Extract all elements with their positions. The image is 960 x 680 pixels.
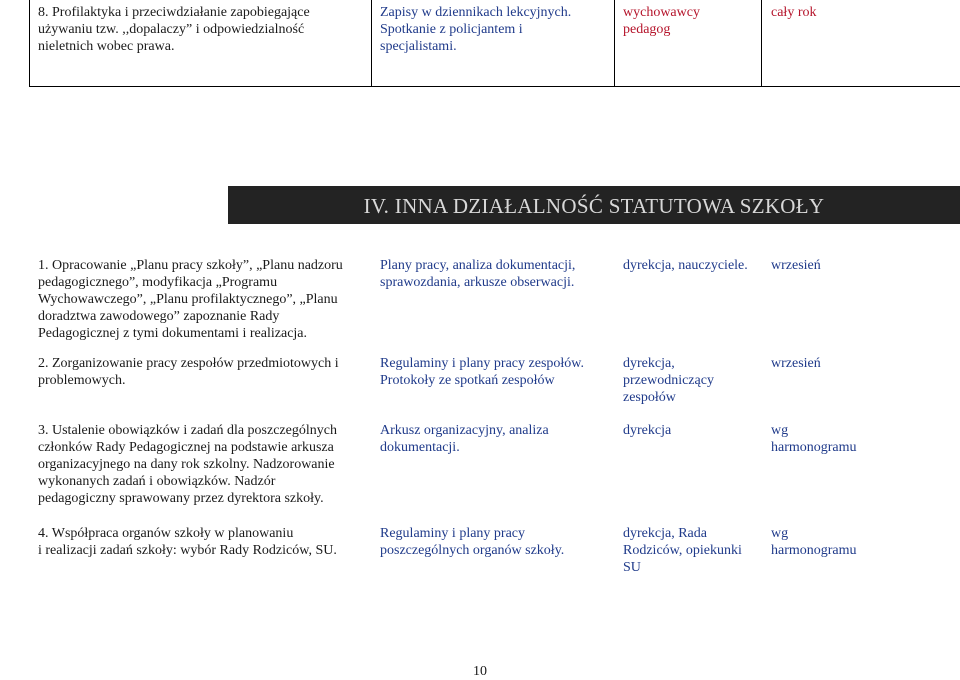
top-who-line: pedagog xyxy=(623,22,671,37)
column-divider xyxy=(761,0,762,86)
form-line: Arkusz organizacyjny, analiza xyxy=(380,423,549,438)
when-line: wg xyxy=(771,423,789,438)
form-cell-1 xyxy=(380,257,575,291)
task-line: 1. Opracowanie „Planu pracy szkoły”, „Planu nadzoru xyxy=(38,258,343,273)
page-number: 10 xyxy=(473,664,487,679)
task-line: 4. Współpraca organów szkoły w planowaniu xyxy=(38,526,294,541)
when-line: harmonogramu xyxy=(771,440,857,455)
task-cell-4 xyxy=(38,525,337,559)
who-line: dyrekcja xyxy=(623,423,672,438)
when-cell-1 xyxy=(771,257,821,274)
form-cell-4 xyxy=(380,525,564,559)
who-cell-4 xyxy=(623,525,742,576)
who-line: dyrekcja, Rada xyxy=(623,526,707,541)
who-line: dyrekcja, xyxy=(623,356,675,371)
task-line: wykonanych zadań i obowiązków. Nadzór xyxy=(38,474,276,489)
top-who-cell xyxy=(623,4,700,38)
task-line: 3. Ustalenie obowiązków i zadań dla poszczególnych xyxy=(38,423,337,438)
form-line: poszczególnych organów szkoły. xyxy=(380,543,565,558)
task-cell-2 xyxy=(38,355,339,389)
form-cell-2 xyxy=(380,355,584,389)
task-cell-1 xyxy=(38,257,343,342)
when-cell-4 xyxy=(771,525,857,559)
form-line: Protokoły ze spotkań zespołów xyxy=(380,373,555,388)
task-line: członków Rady Pedagogicznej na podstawie arkusza xyxy=(38,440,334,455)
who-cell-3 xyxy=(623,422,671,439)
top-task-cell xyxy=(38,4,310,55)
top-task-line: nieletnich wobec prawa. xyxy=(38,39,175,54)
who-line: przewodniczący xyxy=(623,373,714,388)
task-line: 2. Zorganizowanie pracy zespołów przedmiotowych i xyxy=(38,356,339,371)
task-line: pedagogiczny sprawowany przez dyrektora szkoły. xyxy=(38,491,324,506)
task-line: organizacyjnego na dany rok szkolny. Nadzorowanie xyxy=(38,457,335,472)
task-line: Pedagogicznej z tymi dokumentami i realizacja. xyxy=(38,326,308,341)
who-line: zespołów xyxy=(623,390,676,405)
top-form-line: specjalistami. xyxy=(380,39,457,54)
top-task-line: 8. Profilaktyka i przeciwdziałanie zapobiegające xyxy=(38,5,310,20)
when-cell-3 xyxy=(771,422,857,456)
task-line: problemowych. xyxy=(38,373,126,388)
top-task-line: używaniu tzw. ,,dopalaczy” i odpowiedzialność xyxy=(38,22,305,37)
form-line: dokumentacji. xyxy=(380,440,460,455)
top-form-cell xyxy=(380,4,571,55)
top-when-cell xyxy=(771,4,816,21)
who-cell-2 xyxy=(623,355,714,406)
column-divider xyxy=(371,0,372,86)
section-banner xyxy=(228,186,960,224)
task-line: doradztwa zawodowego” zapoznanie Rady xyxy=(38,309,280,324)
who-line: dyrekcja, nauczyciele. xyxy=(623,258,748,273)
form-line: sprawozdania, arkusze obserwacji. xyxy=(380,275,575,290)
task-line: i realizacji zadań szkoły: wybór Rady Rodziców, SU. xyxy=(38,543,337,558)
section-title: IV. INNA DZIAŁALNOŚĆ STATUTOWA SZKOŁY xyxy=(363,194,825,218)
when-line: harmonogramu xyxy=(771,543,857,558)
top-who-line: wychowawcy xyxy=(623,5,700,20)
form-line: Regulaminy i plany pracy xyxy=(380,526,526,541)
top-when-line: cały rok xyxy=(771,5,817,20)
task-line: pedagogicznego”, modyfikacja „Programu xyxy=(38,275,278,290)
form-cell-3 xyxy=(380,422,549,456)
who-line: SU xyxy=(623,560,641,575)
task-line: Wychowawczego”, „Planu profilaktycznego”, „Planu xyxy=(38,292,338,307)
when-line: wg xyxy=(771,526,789,541)
task-cell-3 xyxy=(38,422,337,507)
when-cell-2 xyxy=(771,355,821,372)
form-line: Regulaminy i plany pracy zespołów. xyxy=(380,356,584,371)
when-line: wrzesień xyxy=(771,258,821,273)
who-line: Rodziców, opiekunki xyxy=(623,543,742,558)
form-line: Plany pracy, analiza dokumentacji, xyxy=(380,258,576,273)
column-divider xyxy=(614,0,615,86)
when-line: wrzesień xyxy=(771,356,821,371)
who-cell-1 xyxy=(623,257,748,274)
top-form-line: Zapisy w dziennikach lekcyjnych. xyxy=(380,5,572,20)
top-form-line: Spotkanie z policjantem i xyxy=(380,22,523,37)
